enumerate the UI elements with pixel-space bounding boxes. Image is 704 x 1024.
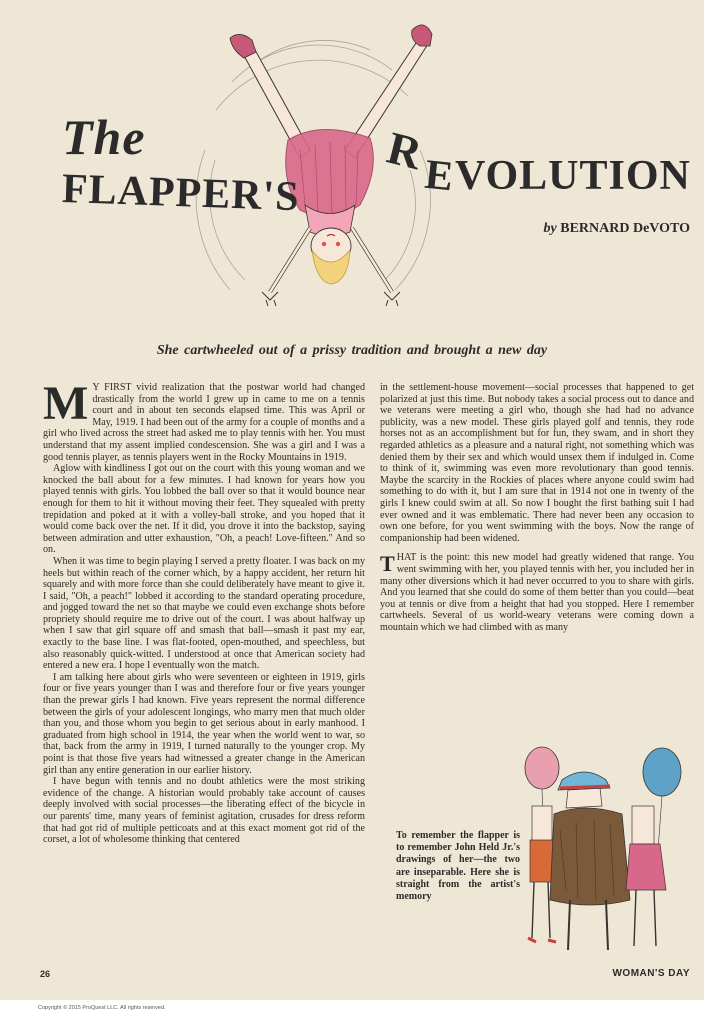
paragraph bbox=[380, 552, 694, 633]
paragraph: When it was time to begin playing I served a pretty floater. I was back on my heels but within reach of the corner which, by a happy accident, her return hit squarely and with more force than she could deliberately have meant to give it. I said, "Oh, a peach!" lobbed it according to the standard operating procedure, and jogged toward the net so that maybe we could even exchange shots before propriety should require me to drive out of the court. I was about halfway up when I saw that girl square off and smash that ball—smash it past my ear, exactly to the base line. I was flat-footed, open-mouthed, and speechless, but also reasonably quick-witted. I understood at once that American society had entered a new era. I hope I eventually won the match. bbox=[43, 555, 365, 672]
title-line-flappers: FLAPPER'S bbox=[61, 166, 301, 221]
page-number: 26 bbox=[40, 969, 51, 979]
title-letter-e: E bbox=[422, 151, 456, 201]
illustration-caption: To remember the flapper is to remember John Held Jr.'s drawings of her—the two are inseparable. Here she is straight from the artist's memory bbox=[396, 830, 520, 903]
paragraph: I am talking here about girls who were seventeen or eighteen in 1919, girls four or five years younger than I was and therefore four or five years younger than the prewar girls I had known. Five years represent the normal difference between the girls of your adolescent longings, who marry men that much older than you, and those whom you begin to get serious about in early manhood. I graduated from high school in 1914, the year when the world went to war, so that, back from the army in 1919, I turned naturally to the younger crop. My point is that those five years had witnessed a greater change in the American girl than any entire generation in our earlier history. bbox=[43, 671, 365, 776]
title-line-the: The bbox=[62, 109, 146, 165]
byline bbox=[544, 221, 690, 237]
right-shoe-icon bbox=[412, 25, 432, 46]
title-line-revolution: VOLUTION bbox=[455, 153, 691, 199]
paragraph: Aglow with kindliness I got out on the court with this young woman and we knocked the ball about for a few minutes. I had known for years how you played tennis with girls. You lobbed the ball over so that it would bounce near enough for them to hit it without moving their feet. They squealed with pretty trepidation and poked at it with a volley-ball stroke, and you hoped that it would come back over the net. If it did, you drove it into the backstop, saying between admiration and utter exhaustion, "Oh, a peach! Love-fifteen." And so on. bbox=[43, 463, 365, 556]
drop-cap: T bbox=[380, 551, 395, 577]
paragraph: I have begun with tennis and no doubt athletics were the most striking evidence of the change. A historian would probably take account of causes deeply involved with social processes—the liberating effect of the bicycle in our parents' time, many years of feminist agitation, crusades for dress reform that had got rid of multiple petticoats and at this exact moment got rid of the corset, a lot of wholesome thinking that centered bbox=[43, 776, 365, 846]
title-letter-r: R bbox=[382, 121, 427, 180]
paragraph-text: Y FIRST vivid realization that the postwar world had changed drastically from the world I grew up in came to me on a tennis court and in about ten seconds elapsed time. This was April or May, 1919. I had been out of the army for a couple of months and a girl who lived across the street had asked me to play tennis with her. You must understand that my assent implied condescension. She was a girl and I was a good tennis player, as tennis players went in the Rocky Mountains in 1919. bbox=[43, 382, 365, 463]
flapper-group-illustration bbox=[510, 710, 700, 960]
footer-strip bbox=[0, 1000, 704, 1024]
drop-cap: M bbox=[43, 377, 89, 430]
article-column-right bbox=[380, 382, 694, 633]
article-column-left bbox=[43, 377, 365, 846]
paragraph: in the settlement-house movement—social processes that happened to get polarized at just this time. But nobody takes a social process out to dance and we veterans were meeting a girl who, though she had had no advance publicity, was a new model. These girls played golf and tennis, they rode horses not as an accomplishment but for fun, they swam, and in short they regarded athletics as a pleasure and a natural right, not something which was denied them by their sex and which would unsex them if indulged in. Come to think of it, swimming was even more revolutionary than good tennis. Maybe the scarcity in the Rockies of places where anyone could swim had something to do with it, but I am sure that in 1914 not one in twenty of the girls I knew could swim at all. So now I bought the first bathing suit I had ever owned and it was emblematic. There had never been any occasion to own one before, for you went swimming with the boys. Now the range of companionship had been widened. bbox=[380, 382, 694, 544]
byline-author: BERNARD DeVOTO bbox=[560, 221, 690, 236]
paragraph bbox=[43, 377, 365, 463]
article-deck: She cartwheeled out of a prissy tradition and brought a new day bbox=[156, 343, 548, 358]
magazine-name: WOMAN'S DAY bbox=[612, 968, 690, 979]
byline-prefix: by bbox=[543, 221, 557, 236]
paragraph-text: HAT is the point: this new model had greatly widened that range. You went swimming with her, you played tennis with her, you included her in many other diversions which it had never occurred to you to share with girls. And you learned that she could do some of them better than you could—beat you at tennis or dive from a height that had you stopped. Here I remember cartwheels. Several of us world-weary veterans were coming down a mountain which we had climbed with as many bbox=[380, 552, 694, 633]
copyright-notice: Copyright © 2015 ProQuest LLC. All rights reserved. bbox=[38, 1005, 166, 1011]
